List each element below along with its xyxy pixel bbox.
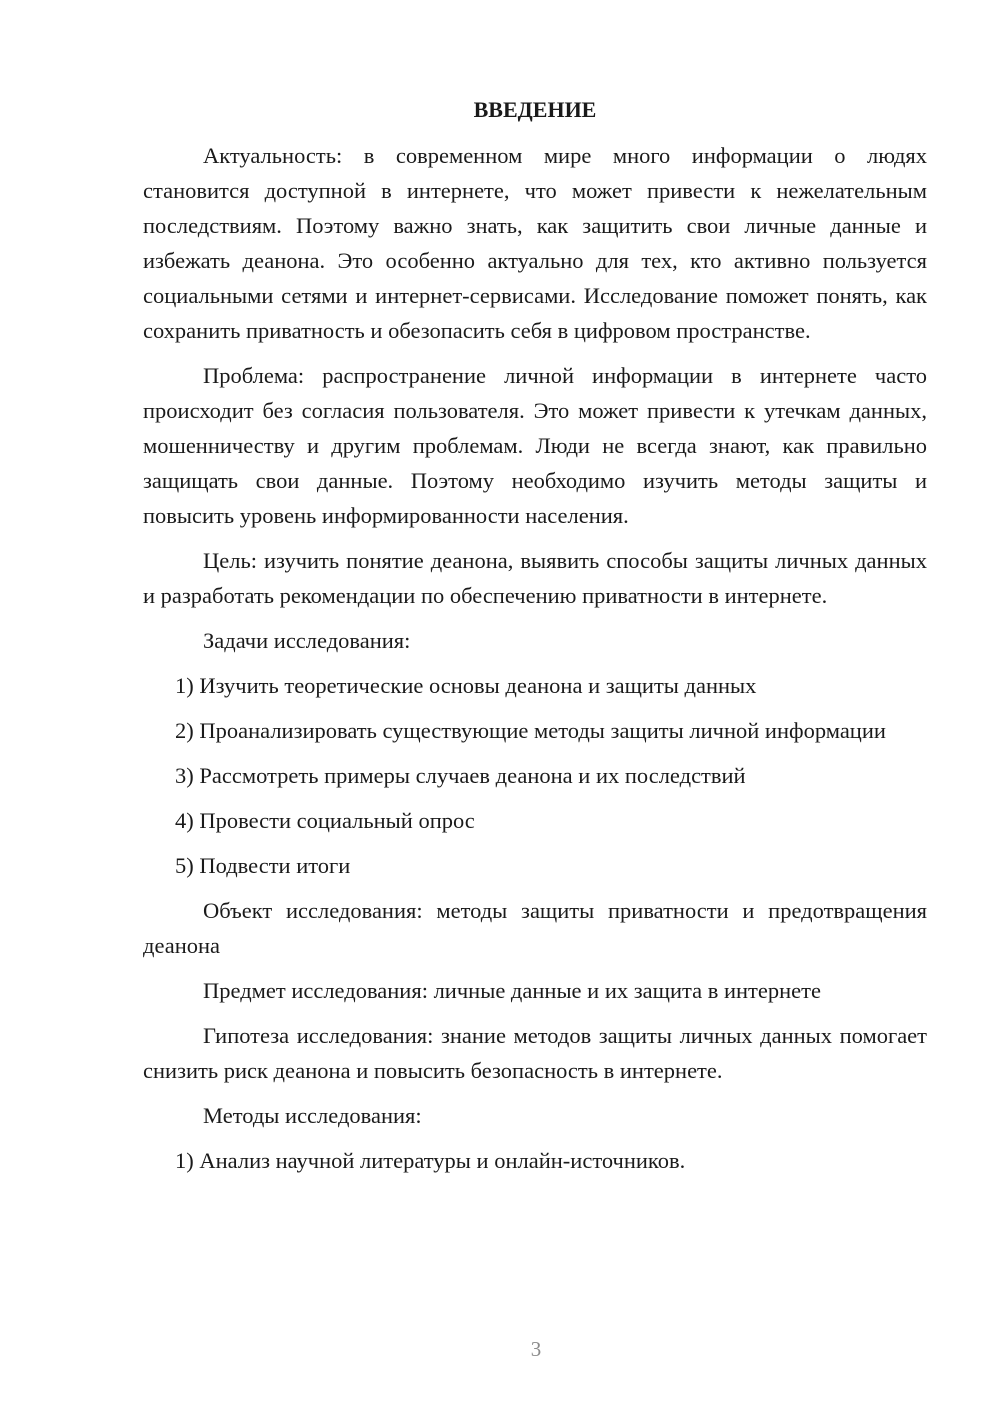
object-paragraph: Объект исследования: методы защиты приватности и предотвращения деанона bbox=[143, 898, 927, 958]
task-item: 1) Изучить теоретические основы деанона и защиты данных bbox=[175, 673, 757, 698]
subject-paragraph: Предмет исследования: личные данные и их защита в интернете bbox=[203, 978, 821, 1003]
task-item: 3) Рассмотреть примеры случаев деанона и их последствий bbox=[175, 763, 746, 788]
page-content bbox=[143, 92, 927, 1188]
goal-paragraph: Цель: изучить понятие деанона, выявить способы защиты личных данных и разработать рекомендации по обеспечению приватности в интернете. bbox=[143, 548, 927, 608]
task-item: 2) Проанализировать существующие методы защиты личной информации bbox=[175, 718, 886, 743]
method-item: 1) Анализ научной литературы и онлайн-источников. bbox=[175, 1148, 686, 1173]
hypothesis-paragraph: Гипотеза исследования: знание методов защиты личных данных помогает снизить риск деанона и повысить безопасность в интернете. bbox=[143, 1023, 927, 1083]
page-number: 3 bbox=[530, 1337, 542, 1361]
task-item: 5) Подвести итоги bbox=[175, 853, 351, 878]
problem-paragraph: Проблема: распространение личной информации в интернете часто происходит без согласия пользователя. Это может привести к утечкам данных, мошенничеству и другим проблемам. Люди не всегда знают, как правильно защищать свои данные. Поэтому необходимо изучить методы защиты и повысить уровень информированности населения. bbox=[143, 363, 927, 528]
tasks-title: Задачи исследования: bbox=[203, 628, 411, 653]
relevance-paragraph: Актуальность: в современном мире много информации о людях становится доступной в интернете, что может привести к нежелательным последствиям. Поэтому важно знать, как защитить свои личные данные и избежать деанона. Это особенно актуально для тех, кто активно пользуется социальными сетями и интернет-сервисами. Исследование поможет понять, как сохранить приватность и обезопасить себя в цифровом пространстве. bbox=[143, 143, 927, 343]
methods-title: Методы исследования: bbox=[203, 1103, 422, 1128]
task-item: 4) Провести социальный опрос bbox=[175, 808, 475, 833]
section-heading: ВВЕДЕНИЕ bbox=[473, 97, 597, 122]
